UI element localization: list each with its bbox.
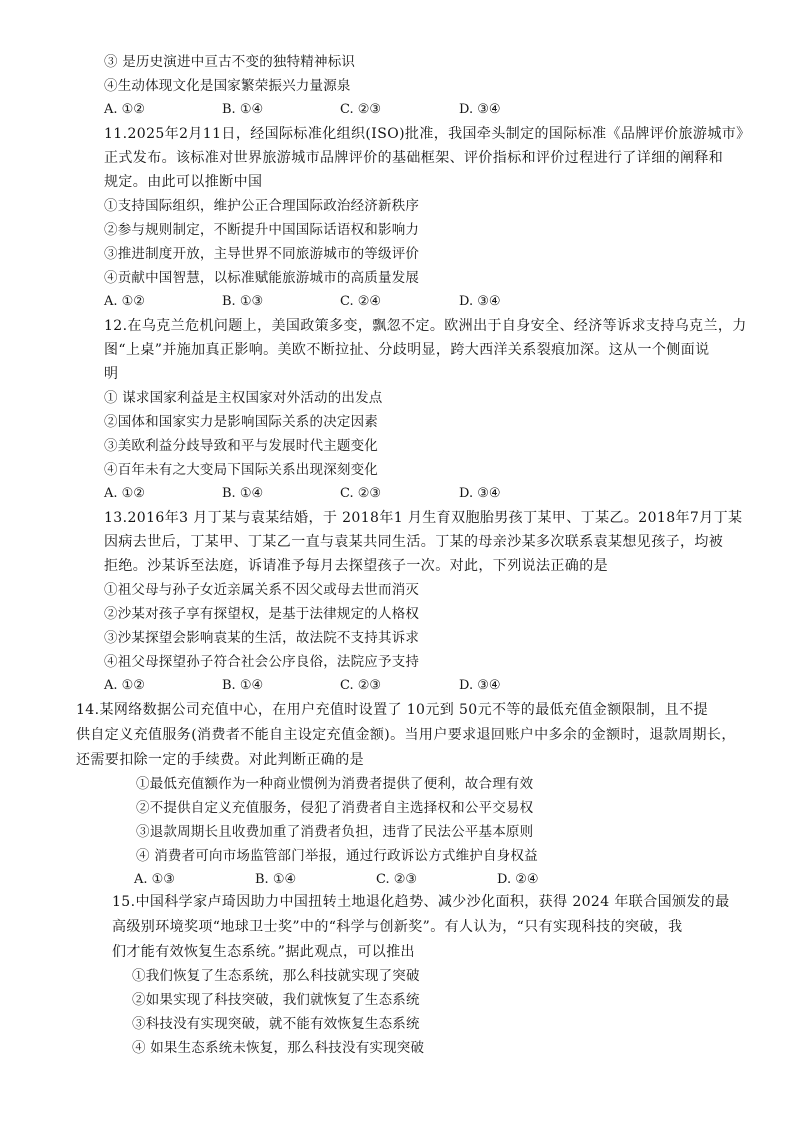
statement-item: ③ 是历史演进中亘古不变的独特精神标识	[104, 54, 356, 70]
statement-item: ④ 消费者可向市场监管部门举报，通过行政诉讼方式维护自身权益	[136, 848, 538, 864]
statement-item: ①最低充值额作为一种商业惯例为消费者提供了便利，故合理有效	[136, 776, 534, 792]
answer-option: D. ③④	[459, 102, 501, 117]
answer-option: A. ①②	[104, 102, 145, 117]
statement-item: ③退款周期长且收费加重了消费者负担，违背了民法公平基本原则	[136, 824, 534, 840]
question-stem-line: 明	[104, 366, 119, 382]
statement-item: ①支持国际组织，维护公正合理国际政治经济新秩序	[104, 198, 420, 214]
answer-options	[0, 484, 793, 504]
answer-option: D. ③④	[459, 678, 501, 693]
answer-option: D. ③④	[459, 486, 501, 501]
question-stem-line: 正式发布。该标准对世界旅游城市品牌评价的基础框架、评价指标和评价过程进行了详细的阐释和	[104, 150, 724, 166]
answer-option: D. ②④	[497, 872, 539, 887]
answer-option: B. ①④	[222, 678, 264, 693]
statement-item: ③美欧利益分歧导致和平与发展时代主题变化	[104, 438, 378, 454]
statement-item: ④祖父母探望孙子符合社会公序良俗，法院应予支持	[104, 654, 420, 670]
answer-option: C. ②③	[340, 102, 382, 117]
question-stem-line: 15.中国科学家卢琦因助力中国扭转土地退化趋势、减少沙化面积，获得 2024 年联合国颁发的最	[112, 894, 730, 910]
statement-item: ②沙某对孩子享有探望权，是基于法律规定的人格权	[104, 606, 420, 622]
statement-item: ③科技没有实现突破，就不能有效恢复生态系统	[132, 1016, 420, 1032]
statement-item: ②国体和国家实力是影响国际关系的决定因素	[104, 414, 378, 430]
statement-item: ①我们恢复了生态系统，那么科技就实现了突破	[132, 968, 420, 984]
answer-options	[0, 292, 793, 312]
answer-option: B. ①④	[222, 102, 264, 117]
statement-item: ②参与规则制定，不断提升中国国际话语权和影响力	[104, 222, 420, 238]
question-stem-line: 图“上桌”并施加真正影响。美欧不断拉扯、分歧明显，跨大西洋关系裂痕加深。这从一个侧面说	[104, 342, 710, 358]
statement-item: ③推进制度开放，主导世界不同旅游城市的等级评价	[104, 246, 420, 262]
statement-item: ④百年未有之大变局下国际关系出现深刻变化	[104, 462, 378, 478]
answer-option: B. ①④	[222, 486, 264, 501]
answer-option: A. ①③	[134, 872, 175, 887]
answer-option: A. ①②	[104, 294, 145, 309]
answer-options	[0, 870, 793, 890]
question-stem-line: 高级别环境奖项“地球卫士奖”中的“科学与创新奖”。有人认为，“只有实现科技的突破，我	[112, 919, 683, 935]
answer-option: B. ①④	[255, 872, 297, 887]
statement-item: ④ 如果生态系统未恢复，那么科技没有实现突破	[132, 1040, 425, 1056]
statement-item: ①祖父母与孙子女近亲属关系不因父或母去世而消灭	[104, 582, 420, 598]
answer-option: A. ①②	[104, 678, 145, 693]
statement-item: ②不提供自定义充值服务，侵犯了消费者自主选择权和公平交易权	[136, 800, 534, 816]
statement-item: ① 谋求国家利益是主权国家对外活动的出发点	[104, 390, 383, 406]
question-stem-line: 规定。由此可以推断中国	[104, 174, 263, 190]
statement-item: ④贡献中国智慧，以标准赋能旅游城市的高质量发展	[104, 270, 420, 286]
question-stem-line: 供自定义充值服务(消费者不能自主设定充值金额)。当用户要求退回账户中多余的金额时，退款周期长，	[76, 727, 736, 743]
question-stem-line: 拒绝。沙某诉至法庭，诉请准予每月去探望孩子一次。对此，下列说法正确的是	[104, 558, 608, 574]
question-stem-line: 因病去世后，丁某甲、丁某乙一直与袁某共同生活。丁某的母亲沙某多次联系袁某想见孩子，均被	[104, 534, 724, 550]
answer-option: A. ①②	[104, 486, 145, 501]
question-stem-line: 14.某网络数据公司充值中心，在用户充值时设置了 10元到 50元不等的最低充值金额限制，且不提	[76, 702, 708, 718]
statement-item: ②如果实现了科技突破，我们就恢复了生态系统	[132, 992, 420, 1008]
answer-options	[0, 100, 793, 120]
statement-item: ③沙某探望会影响袁某的生活，故法院不支持其诉求	[104, 630, 420, 646]
answer-option: C. ②③	[376, 872, 418, 887]
answer-option: C. ②④	[340, 294, 382, 309]
answer-option: D. ③④	[459, 294, 501, 309]
question-stem-line: 13.2016年3 月丁某与袁某结婚，于 2018年1 月生育双胞胎男孩丁某甲、丁某乙。2018年7月丁某	[104, 510, 743, 526]
statement-item: ④生动体现文化是国家繁荣振兴力量源泉	[104, 78, 351, 94]
answer-options	[0, 676, 793, 696]
answer-option: B. ①③	[222, 294, 264, 309]
question-stem-line: 们才能有效恢复生态系统。”据此观点，可以推出	[112, 944, 415, 960]
question-stem-line: 还需要扣除一定的手续费。对此判断正确的是	[76, 752, 364, 768]
question-stem-line: 12.在乌克兰危机问题上，美国政策多变，飘忽不定。欧洲出于自身安全、经济等诉求支持乌克兰，力	[104, 318, 747, 334]
answer-option: C. ②③	[340, 678, 382, 693]
answer-option: C. ②③	[340, 486, 382, 501]
question-stem-line: 11.2025年2月11日，经国际标准化组织(ISO)批准，我国牵头制定的国际标准《品牌评价旅游城市》	[104, 126, 751, 142]
